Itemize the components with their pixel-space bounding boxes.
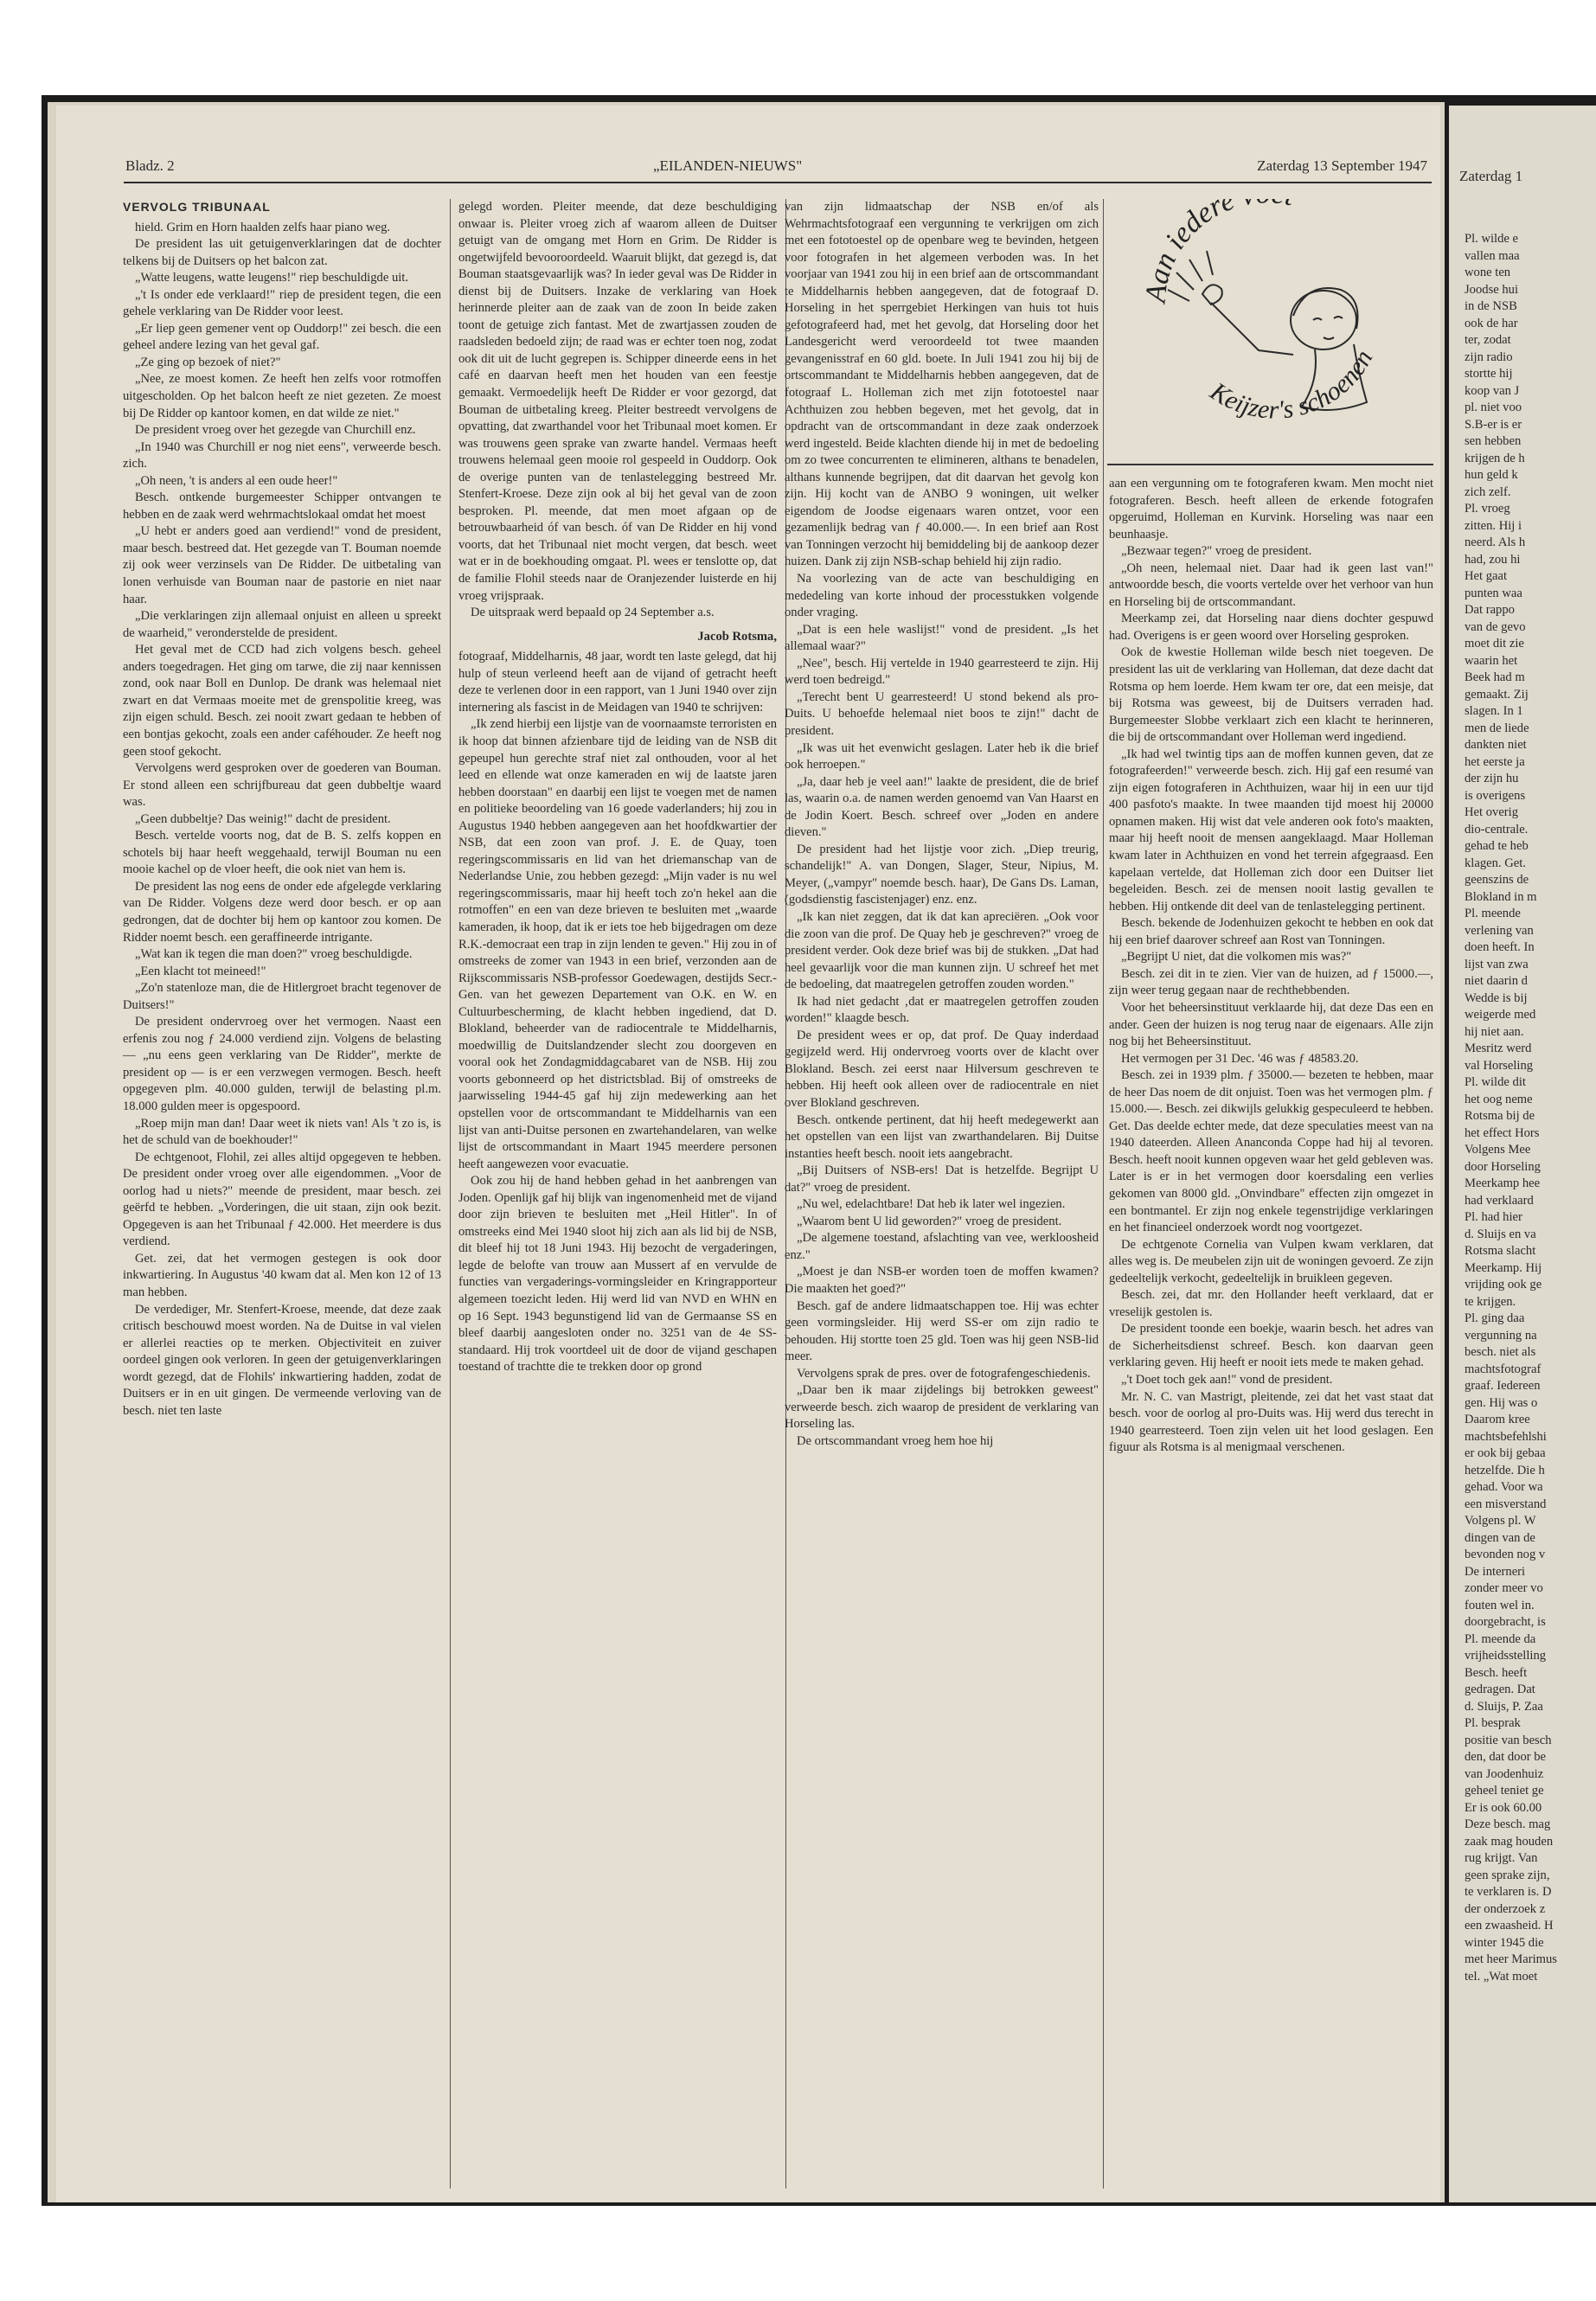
article-paragraph: gelegd worden. Pleiter meende, dat deze beschuldiging onwaar is. Pleiter vroeg zich af waarom alleen de Duitser getuigt van de omgang met Horn en Grim. De Ridder is ongetwijfeld bevooroordeeld. Waaruit blijkt, dat gezegd is, dat Bouman staatsgevaarlijk was? In ieder geval was De Ridder in dienst bij de Duitsers. Inzake de verklaring van Hoek herinnerde pleiter aan de zaak van de zoon In beide zaken toont de getuige zich fantast. Met de zwartjassen zouden de raadsleden bedoeld zijn; de raad was er echter toen nog, zodat ook dit uit de lucht gegrepen is. Schipper dineerde eens in het café en daarvan heeft men het houden van een feestje gemaakt. Vermoedelijk heeft De Ridder er voor gezorgd, dat Bouman de uitbetaling kreeg. Pleiter bestreedt vervolgens de opvatting, dat zwarthandel voor het Tribunaal moet komen. Er was trouwens geen sprake van zwarte handel. Vermaas heeft trouwens helemaal geen mooie rol gespeeld in Ouddorp. Ook de overige punten van de tenlastelegging bestreed Mr. Stenfert-Kroese. Deze zijn ook al bij het geval van de zoon besproken. Pl. meende, dat men moet afgaan op de betrouwbaarheid óf van besch. óf van De Ridder en hij vond voorts, dat het Tribunaal niet mocht vergen, dat besch. weet wat er in de boekhouding omgaat. Pl. wees er tenslotte op, dat de familie Flohil steeds naar de Oranjezender luisterde en hij vroeg vrijspraak. [458,200,777,603]
ad-rule [1107,464,1433,465]
article-paragraph: Besch. ontkende pertinent, dat hij heeft medegewerkt aan het opstellen van een lijst van zwarthandelaren. Bij Duitse instanties heeft besch. nooit iets aangebracht. [785,1112,1099,1161]
article-paragraph: „Ik kan niet zeggen, dat ik dat kan apreciëren. „Ook voor die zoon van die prof. De Quay heb je geschreven?" vroeg de president verder. Ook deze brief was bij de stukken. „Dat had heel gevaarlijk voor die man kunnen zijn. U schreef het met de bedoeling, dat maatregelen getroffen zouden worden." [785,909,1099,992]
column-divider [450,199,451,2189]
article-paragraph: „'t Doet toch gek aan!" vond de president. [1121,1372,1333,1387]
ad-illustration [1107,199,1433,458]
article-paragraph: Het vermogen per 31 Dec. '46 was ƒ 48583.20. [1121,1051,1359,1066]
article-paragraph: „U hebt er anders goed aan verdiend!" vond de president, maar besch. bestreed dat. Het gezegde van T. Bouman noemde zij ook weer verzinsels van De Ridder. De uitbetaling van lonen verhuisde van Bouman naar de pastorie en niet naar haar. [123,524,441,606]
adjacent-page-text: Pl. wilde e vallen maa wone ten Joodse hui in de NSB ook de har ter, zodat zijn radio stortte hij koop van J pl. niet voo S.B-er is er sen hebben krijgen de h hun geld k zich zelf. Pl. vroeg zitten. Hij i neerd. Als h had, zou hi Het gaat punten waa Dat rappo van de gevo moet dit zie waarin het Beek had m gemaakt. Zij slagen. In 1 men de liede dankten niet het eerste ja der zijn hu is overigens Het overig dio-centrale. gehad te heb klagen. Get. geenszins de Blokland in m Pl. meende verlening van doen heeft. In lijst van zwa niet daarin d Wedde is bij weigerde med hij niet aan. Mesritz werd val Horseling Pl. wilde dit het oog neme Rotsma bij de het effect Hors Volgens Mee door Horseling Meerkamp hee had verklaard Pl. had hier d. Sluijs en va Rotsma slacht Meerkamp. Hij vrijding ook ge te krijgen. Pl. ging daa vergunning na besch. niet als machtsfotograf graaf. Iedereen gen. Hij was o Daarom kree machtsbefehlshi er ook bij gebaa hetzelfde. Die h gehad. Voor wa een misverstand Volgens pl. W dingen van de bevonden nog v De interneri zonder meer vo fouten wel in. doorgebracht, is Pl. meende da vrijheidsstelling Besch. heeft gedragen. Dat d. Sluijs, P. Zaa Pl. besprak positie van besch den, dat door be van Joodenhuiz geheel teniet ge Er is ook 60.00 Deze besch. mag zaak mag houden rug krijgt. Van geen sprake zijn, te verklaren is. D der onderzoek z een zwaasheid. H winter 1945 die met heer Marimus tel. „Wat moet [1465,232,1557,1984]
article-paragraph: Ook de kwestie Holleman wilde besch niet toegeven. De president las uit de verklaring van Holleman, dat deze dacht dat Rotsma op hem loerde. Hem kwam ter ore, dat een meisje, dat bij Rotsma was geweest, bij de Duitsers verraden had. Burgemeester Slobbe verklaart zich een klacht te herinneren, die bij de ortscommandant over Holleman werd ingediend. [1109,645,1433,745]
article-paragraph: „Nee, ze moest komen. Ze heeft hen zelfs voor rotmoffen uitgescholden. Op het balcon heeft ze niet gezeten. Ze moest bij De Ridder op kantoor komen, en dat wilde ze niet." [123,372,441,420]
issue-date: Zaterdag 13 September 1947 [1257,157,1427,174]
ad-slogan-bottom: Keijzer's schoenen [1205,345,1379,425]
article-paragraph: „Oh neen, helemaal niet. Daar had ik geen last van!" antwoordde besch, die voorts vertelde over het verhoor van hun en Horseling bij de ortscommandant. [1109,561,1433,609]
article-paragraph: De president toonde een boekje, waarin besch. het adres van de Sicherheitsdienst schreef. Besch. kon daarvan geen verklaring geven. Hij heeft er nooit iets mede te maken gehad. [1109,1322,1433,1370]
article-paragraph: „Die verklaringen zijn allemaal onjuist en alleen u spreekt de waarheid," veronderstelde de president. [123,609,441,640]
article-paragraph: Besch. bekende de Jodenhuizen gekocht te hebben en ook dat hij een brief daarover schreef aan Rost van Tonningen. [1109,916,1433,947]
article-paragraph: Ik had niet gedacht ‚dat er maatregelen getroffen zouden worden!" klaagde besch. [785,994,1099,1026]
ad-slogan-top: Aan iedere [1139,199,1239,304]
article-paragraph: De verdediger, Mr. Stenfert-Kroese, meende, dat deze zaak critisch beschouwd moest worden. Na de Duitse in val vielen er allerlei reacties op te merken. Objectiviteit en zuiver oordeel gingen ook verloren. In geen der getuigenverklaringen wordt gezegd, dat de Flohils' inkwartiering hadden, zodat de Duitsers er in en uit gingen. De vermeende verloving van de besch. niet ten laste [123,1302,441,1418]
article-paragraph: De president ondervroeg over het vermogen. Naast een erfenis zou nog ƒ 24.000 verdiend zijn. Volgens de belasting — „nu eens geen verklaring van De Ridder", merkte de president op — is er een verzwegen vermogen. Besch. heeft opgegeven plm. 40.000 gulden, terwijl de belasting pl.m. 18.000 gulden meer is opgespoord. [123,1015,441,1113]
article-paragraph: Besch. zei dit in te zien. Vier van de huizen, ad ƒ 15000.—, zijn weer terug gegaan naar de rechthebbenden. [1109,966,1433,998]
article-paragraph: „Begrijpt U niet, dat die volkomen mis was?" [1121,950,1352,965]
article-paragraph: aan een vergunning om te fotograferen kwam. Men mocht niet fotograferen. Besch. heeft alleen de erkende fotografen opgeruimd, Holleman en Kurvink. Horseling was naar een beunhaasje. [1109,477,1433,542]
article-paragraph: Vervolgens sprak de pres. over de fotografengeschiedenis. [797,1366,1091,1381]
article-paragraph: „De algemene toestand, afslachting van vee, werkloosheid enz." [785,1231,1099,1262]
article-column-4 [1109,476,1433,2189]
adjacent-page-date: Zaterdag 1 [1459,168,1523,184]
article-paragraph: Besch. ontkende burgemeester Schipper ontvangen te hebben en de zaak werd wehrmachtslokaal omdat het moest [123,490,441,522]
case-heading: Jacob Rotsma, [697,629,777,644]
article-paragraph: Besch. zei, dat mr. den Hollander heeft verklaard, dat er vreselijk gestolen is. [1109,1288,1433,1319]
article-column-3 [785,199,1099,2189]
article-paragraph: De uitspraak werd bepaald op 24 September a.s. [471,606,715,620]
newspaper-page [56,106,1440,2202]
article-paragraph: Na voorlezing van de acte van beschuldiging en mededeling van korte inhoud der processtukken volgende onder vraging. [785,572,1099,620]
article-paragraph: „Wat kan ik tegen die man doen?" vroeg beschuldigde. [135,947,413,962]
article-paragraph: De echtgenote Cornelia van Vulpen kwam verklaren, dat alles weg is. De meubelen zijn uit de woningen gevoerd. Ze zijn gedeeltelijk verkocht, gedeeltelijk in bruikleen gegeven. [1109,1237,1433,1285]
article-paragraph: „Roep mijn man dan! Daar weet ik niets van! Als 't zo is, is het de schuld van de boekhouder!" [123,1116,441,1148]
svg-text:Keijzer's schoenen [1204,345,1378,424]
adjacent-page [1449,106,1596,2202]
article-paragraph: „Nu wel, edelachtbare! Dat heb ik later wel ingezien. [797,1197,1066,1212]
article-paragraph: „Watte leugens, watte leugens!" riep beschuldigde uit. [135,271,409,285]
article-paragraph: „Moest je dan NSB-er worden toen de moffen kwamen? Die maakten het goed?" [785,1265,1099,1296]
svg-text:Aan iedere voet [1139,199,1298,305]
article-column-1 [123,199,441,2189]
article-paragraph: De echtgenoot, Flohil, zei alles altijd opgegeven te hebben. De president onder vroeg over alle eigendommen. „Voor de oorlog had u niets?" meende de president, maar besch. zei geërfd te hebben. „Vorderingen, die uit staan, zijn ook bezit. Opgegeven is aan het Tribunaal ƒ 42.000. Het meerdere is dus verdiend. [123,1150,441,1249]
article-paragraph: Besch. vertelde voorts nog, dat de B. S. zelfs koppen en schotels bij haar heeft weggehaald, terwijl Bouman nu een mooie kachel op de vloer heeft, die ook niet van hem is. [123,829,441,877]
article-paragraph: „Waarom bent U lid geworden?" vroeg de president. [797,1214,1062,1228]
article-paragraph: „Ik was uit het evenwicht geslagen. Later heb ik die brief ook herroepen." [785,740,1099,772]
article-paragraph: Ook zou hij de hand hebben gehad in het aanbrengen van Joden. Openlijk gaf hij blijk van ingenomenheid met de vijand door zijn brieven te besluiten met „Heil Hitler". In of omstreeks eind Mei 1940 sloot hij zich aan als lid bij de NSB, dit bleef hij tot 18 Juni 1943. Hij bezocht de vergaderingen, legde de belofte van trouw aan Mussert af en vervulde de functies van vergaderings-vormingsleider en Kringrapporteur algemeen toezicht leden. Hij werd lid van NVD en WHN en op 16 Sept. 1943 begunstigend lid van de Germaanse SS en bleef daarbij aangesloten onder no. 3251 van de 4e SS-standaard. Hij trok voortdeel uit de door de vijand geschapen toestand of trachtte die te trekken door op grond [458,1174,777,1375]
article-paragraph: „Dat is een hele waslijst!" vond de president. „Is het allemaal waar?" [785,622,1099,654]
article-paragraph: hield. Grim en Horn haalden zelfs haar piano weg. [135,220,391,234]
article-paragraph: Besch. zei in 1939 plm. ƒ 35000.— bezeten te hebben, maar de heer Das noem de dit onjuist. Toen was het vermogen plm. ƒ 15.000.—. Besch. zei dikwijls gelukkig gespeculeerd te hebben. Get. Das deelde echter mede, dat deze speculaties meest van na 1940 dateerden. Alleen Ananconda Coppe had hij al tevoren. Besch. heeft nooit kunnen opgeven waar het geld gebleven was. Later is er in het vermogen door koersdaling een verlies gekomen van 8000 gld. „Onvindbare" effecten zijn omgezet in een bontmantel. Er zijn nog enkele tegenstrijdige verklaringen en het financieel onderzoek wordt nog voortgezet. [1109,1068,1433,1235]
article-paragraph: De president las nog eens de onder ede afgelegde verklaring van De Ridder. Volgens deze werd door besch. er op aan gedrongen, dat de dochter bij hem op kantoor zou komen. De Ridder noemt besch. een geraffineerde intrigante. [123,879,441,945]
article-paragraph: „Daar ben ik maar zijdelings bij betrokken geweest" verweerde besch. zich waarop de president de verklaring van Horseling las. [785,1383,1099,1432]
article-paragraph: Vervolgens werd gesproken over de goederen van Bouman. Er stond alleen een schrijfbureau dat geen dubbeltje waard was. [123,761,441,810]
article-paragraph: „Nee", besch. Hij vertelde in 1940 gearresteerd te zijn. Hij werd toen bedreigd." [785,656,1099,688]
page-number: Bladz. 2 [125,157,175,174]
article-paragraph: „In 1940 was Churchill er nog niet eens", verweerde besch. zich. [123,439,441,471]
article-paragraph: De president las uit getuigenverklaringen dat de dochter telkens bij de Duitsers op het balcon zat. [123,237,441,268]
article-paragraph: „Een klacht tot meineed!" [135,964,266,978]
column-divider [1103,199,1104,2189]
article-paragraph: Het geval met de CCD had zich volgens besch. geheel anders toegedragen. Het ging om tarwe, die zij naar kennissen zond, ook naar Boll en Dunlop. De drank was helemaal niet zwart en dat Vermaas moeite met de grenspolitie kreeg, was zijn eigen schuld. Besch. zei nooit zwart gedaan te hebben of een bontjas gekocht, zoals een ander caféhouder. Ze heeft nog geen stoof gekocht. [123,643,441,759]
article-paragraph: Mr. N. C. van Mastrigt, pleitende, zei dat het vast staat dat besch. voor de oorlog al pro-Duits was. Hij werd dus terecht in 1940 gearresteerd. Toen zijn velen uit het lood geslagen. Een figuur als Rotsma is al menigmaal verschenen. [1109,1389,1433,1455]
article-paragraph: „'t Is onder ede verklaard!" riep de president tegen, die een gehele verklaring van De Ridder voor leest. [123,287,441,319]
article-paragraph: Voor het beheersinstituut verklaarde hij, dat deze Das een en ander. Geen der huizen is nog terug naar de eigenaars. Alle zijn nog bij het Beheersinstituut. [1109,1000,1433,1049]
article-paragraph: „Bezwaar tegen?" vroeg de president. [1121,544,1312,559]
header-rule [124,182,1432,183]
article-paragraph: „Er liep geen gemener vent op Ouddorp!" zei besch. die een geheel andere lezing van het geval gaf. [123,321,441,353]
article-paragraph: „Ze ging op bezoek of niet?" [135,355,281,369]
article-paragraph: De ortscommandant vroeg hem hoe hij [797,1433,994,1448]
shoe-advertisement [1107,199,1433,458]
article-paragraph: „Oh neen, 't is anders al een oude heer!" [135,473,338,488]
article-paragraph: van zijn lidmaatschap der NSB en/of als Wehrmachtsfotograaf een vergunning te verkrijgen om zich met een fototoestel op de openbare weg te bevinden, hetgeen voor fotografen in het algemeen verboden was. In het voorjaar van 1941 zou hij in een brief aan de ortscommandant te Middelharnis hebben aangegeven, dat de fotograaf D. Horseling in het sperrgebiet Herkingen van huis tot huis gefotografeerd had, met het gevolg, dat Horseling door het Landesgericht werd veroordeeld tot twee maanden gevangenisstraf en 60 gld. boete. In Juli 1941 zou hij bij de ortscommandant te Middelharnis hebben aangegeven, dat de fotograaf L. Holleman zich met zijn fototoestel naar Achthuizen zou hebben begeven, met het gevolg, dat in opdracht van de ortscommandant in deze zaak onderzoek werd ingesteld. Beide klachten diende hij in met de bedoeling om zo twee concurrenten te elimineren, althans te benadelen, althans kunnende begrijpen, dat dit daarvan het gevolg kon zijn. Hij kocht van de ANBO 9 woningen, uit welker eigendom de Joodse eigenaars waren ontzet, voor een gezamenlijk bedrag van ƒ 40.000.—. In een brief aan Rost van Tonningen verzocht hij bemiddeling bij de aankoop dezer huizen. Dank zij zijn NSB-schap behield hij zijn radio. [785,200,1099,569]
article-paragraph: „Zo'n statenloze man, die de Hitlergroet bracht tegenover de Duitsers!" [123,981,441,1012]
article-paragraph: „Geen dubbeltje? Das weinig!" dacht de president. [135,811,391,826]
article-paragraph: „Bij Duitsers of NSB-ers! Dat is hetzelfde. Begrijpt U dat?" vroeg de president. [785,1163,1099,1195]
newspaper-title: „EILANDEN-NIEUWS" [653,157,803,174]
article-paragraph: „Terecht bent U gearresteerd! U stond bekend als pro-Duits. U behoefde helemaal niet boos te zijn!" dacht de president. [785,689,1099,738]
article-paragraph: fotograaf, Middelharnis, 48 jaar, wordt ten laste gelegd, dat hij hulp of steun verleend heeft aan de vijand of getracht heeft deze te verlenen door in een rapport, van 1 Juni 1940 over zijn internering als fascist in de Meidagen van 1940 te schrijven: [458,650,777,715]
article-paragraph: „Ik zend hierbij een lijstje van de voornaamste terroristen en ik hoop dat binnen afzienbare tijd de leiding van de NSB dit gepeupel hun gerechte straf niet zal onthouden, voor al het leed en ellende wat onze kameraden en wij de laatste jaren hebben doorstaan" en daarbij een lijst te voegen met de namen en politieke beoordeling van 16 goede vaderlanders; hij zou in Augustus 1940 hebben aangegeven aan het hoofdkwartier der NSB, dat een zoon van prof. J. E. de Quay, toen regeringscommissaris en lid van het driemanschap van de Nederlandse Unie, zou hebben gezegd: „Mijn vader is nu wel regeringscommissaris, maar hij heeft toch zo'n hekel aan die rotmoffen" en een van deze brieven te besluiten met „waarde kameraden, ik hoop, dat ik er iets toe heb bijgedragen om deze R.K.-democraat een trap in zijn lenden te geven." Hij zou in of omstreeks de zomer van 1943 in een brief, verzonden aan de Rijkscommissaris NSB-professor Goedewagen, destijds Secr.-Gen. van het gewezen Departement van O.K. en W. en Cultuurbescherming, de klacht hebben ingediend, dat D. Blokland, beheerder van de radiocentrale te Middelharnis, moedwillig de Duitslandzender slecht zou doorgeven en vooral ook het Zondagmiddagcabaret van de NSB. Hij zou voorts gebonneerd op het districtsblad. Bij of omstreeks de jaarwisseling 1944-45 gaf hij zijn medewerking aan het opstellen voor de ortscommandant te Middelharnis van een lijst van anti-Duitse personen en zwartehandelaren, van welke lijst de ortscommandant in Maart 1945 meerdere personen heeft aangewezen voor evacuatie. [458,717,777,1171]
article-paragraph: De president had het lijstje voor zich. „Diep treurig, schandelijk!" A. van Dongen, Slager, Steur, Nipius, M. Meyer, („vampyr" noemde besch. haar), De Gans Ds. Laman, (godsdienstig fascistenjager) enz. enz. [785,842,1099,907]
article-paragraph: De president wees er op, dat prof. De Quay inderdaad gegijzeld werd. Hij ondervroeg voorts over de klacht over Blokland. Besch. zei eerst naar Hilversum geschreven te hebben. Hij heeft ook alleen over de radiocentrale en niet over Blokland geschreven. [785,1028,1099,1110]
article-paragraph: Meerkamp zei, dat Horseling naar diens dochter gespuwd had. Overigens is er geen woord over Horseling gesproken. [1109,612,1433,643]
article-paragraph: Besch. gaf de andere lidmaatschappen toe. Hij was echter geen vormingsleider. Hij werd SS-er om zijn radio te behouden. Hij stortte toen 25 gld. Toen was hij geen NSB-lid meer. [785,1298,1099,1364]
article-paragraph: De president vroeg over het gezegde van Churchill enz. [135,423,416,438]
article-paragraph: „Ja, daar heb je veel aan!" laakte de president, die de brief las, waarin o.a. de namen werden genoemd van Van Haarst en de Jodin Koert. Besch. schreef over „Joden en andere dieven." [785,774,1099,840]
section-title: VERVOLG TRIBUNAAL [123,200,271,214]
article-paragraph: Get. zei, dat het vermogen gestegen is ook door inkwartiering. In Augustus '40 kwam dat al. Men kon 12 of 13 man hebben. [123,1251,441,1299]
article-paragraph: „Ik had wel twintig tips aan de moffen kunnen geven, dat ze fotografeerden!" verweerde besch. zich. Hij gaf een resumé van zijn eigen fotograferen in Achthuizen, waar hij in een uur tijd 400 pasfoto's maakte. In twee maanden tijd moest hij 20000 opnamen maken. Hij wist dat vele anderen ook foto's maakten, maar hij heeft nooit de mensen aangeklaagd. Maar Holleman kwam later in Achthuizen en vond het terrein afgegraasd. Een kapelaan vertelde, dat Holleman zich door een Duitser liet begeleiden. Besch. zei de mensen nooit lastig gevallen te hebben. Hij ontkende dit deel van de tenlastelegging pertinent. [1109,747,1433,913]
article-column-2 [458,199,777,2189]
